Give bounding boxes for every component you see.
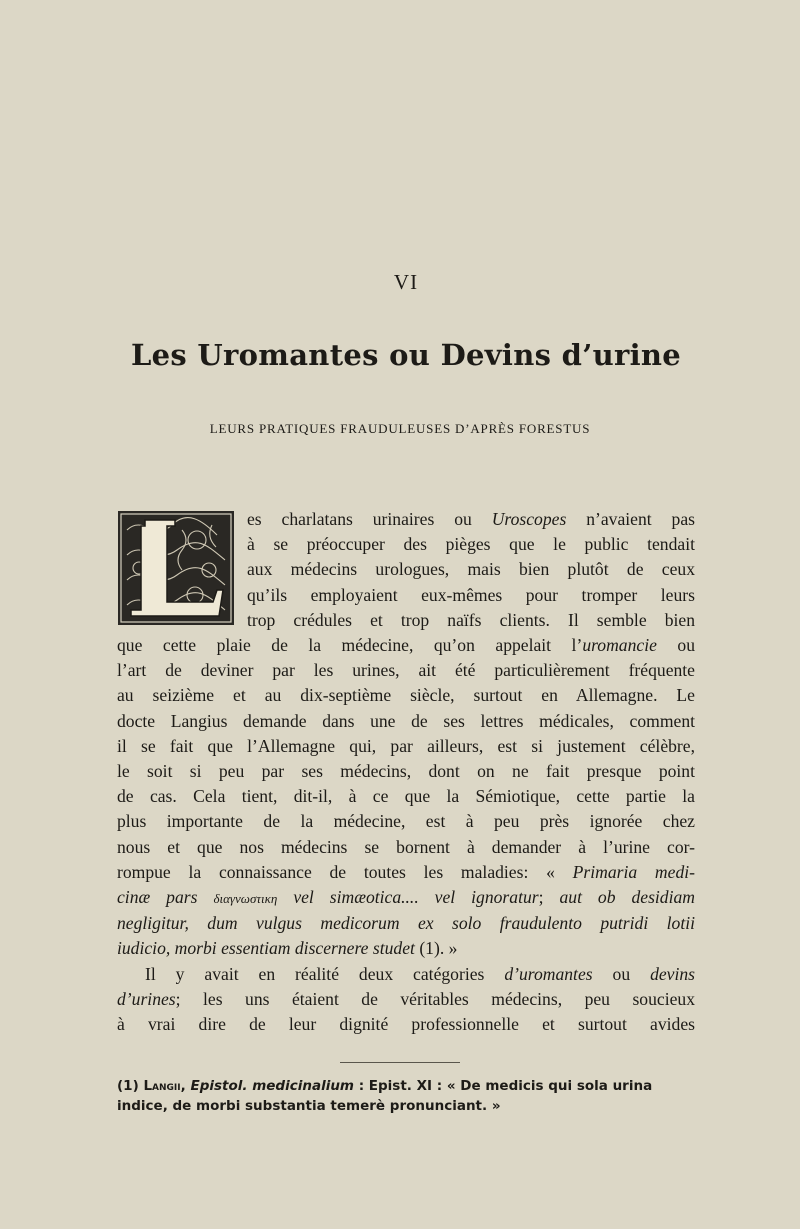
- footnote-author: Langii: [143, 1078, 181, 1094]
- footnote: [117, 1076, 695, 1116]
- footnote-divider: [340, 1062, 460, 1063]
- body-text: [117, 507, 695, 1037]
- footnote-line: (1) Langii, Epistol. medicinalium : Epist. XI : « De medicis qui sola urina: [117, 1078, 653, 1094]
- ornamental-initial-icon: [117, 510, 235, 626]
- text-line: d’urines; les uns étaient de véritables médecins, peu soucieux: [117, 988, 695, 1009]
- text-line: aux médecins urologues, mais bien plutôt de ceux: [247, 559, 695, 580]
- text-line: l’art de deviner par les urines, ait été particulièrement fréquente: [117, 660, 695, 681]
- text-line: es charlatans urinaires ou Uroscopes n’avaient pas: [247, 509, 695, 529]
- text-line: qu’ils employaient eux-mêmes pour tromper leurs: [247, 584, 695, 605]
- text-line: de cas. Cela tient, dit-il, à ce que la Sémiotique, cette partie la: [117, 786, 695, 807]
- text-line: plus importante de la médecine, est à peu près ignorée chez: [117, 811, 695, 832]
- text-line: le soit si peu par ses médecins, dont on ne fait presque point: [117, 761, 695, 782]
- paragraph-1: [117, 507, 695, 962]
- text-line: negligitur, dum vulgus medicorum ex solo fraudulento putridi lotii: [117, 913, 695, 934]
- text-line: docte Langius demande dans une de ses lettres médicales, comment: [117, 710, 695, 731]
- footnote-line: indice, de morbi substantia temerè pronunciant. »: [117, 1098, 501, 1114]
- text-line: il se fait que l’Allemagne qui, par ailleurs, est si justement célèbre,: [117, 735, 695, 756]
- text-line: trop crédules et trop naïfs clients. Il semble bien: [247, 609, 695, 630]
- text-line: cinæ pars διαγνωστικη vel simæotica.... vel ignoratur; aut ob desidiam: [117, 887, 695, 908]
- text-line: à se préoccuper des pièges que le public tendait: [247, 534, 695, 555]
- chapter-number: VI: [393, 270, 419, 294]
- text-line: à vrai dire de leur dignité professionnelle et surtout avides: [117, 1014, 695, 1035]
- text-line: au seizième et au dix-septième siècle, surtout en Allemagne. Le: [117, 685, 695, 706]
- text-line: iudicio, morbi essentiam discernere studet (1). »: [117, 938, 458, 959]
- chapter-subtitle: LEURS PRATIQUES FRAUDULEUSES D’APRÈS FORESTUS: [209, 421, 591, 436]
- paragraph-2: [117, 962, 695, 1038]
- text-line: que cette plaie de la médecine, qu’on appelait l’uromancie ou: [117, 635, 695, 656]
- footnote-work: Epistol. medicinalium: [190, 1078, 354, 1094]
- text-line: rompue la connaissance de toutes les maladies: « Primaria medi-: [117, 861, 695, 882]
- ornamental-dropcap-l: [117, 510, 235, 626]
- text-line: nous et que nos médecins se bornent à demander à l’urine cor-: [117, 836, 695, 857]
- text-line: Il y avait en réalité deux catégories d’uromantes ou devins: [145, 963, 696, 984]
- chapter-title: Les Uromantes ou Devins d’urine: [130, 338, 682, 372]
